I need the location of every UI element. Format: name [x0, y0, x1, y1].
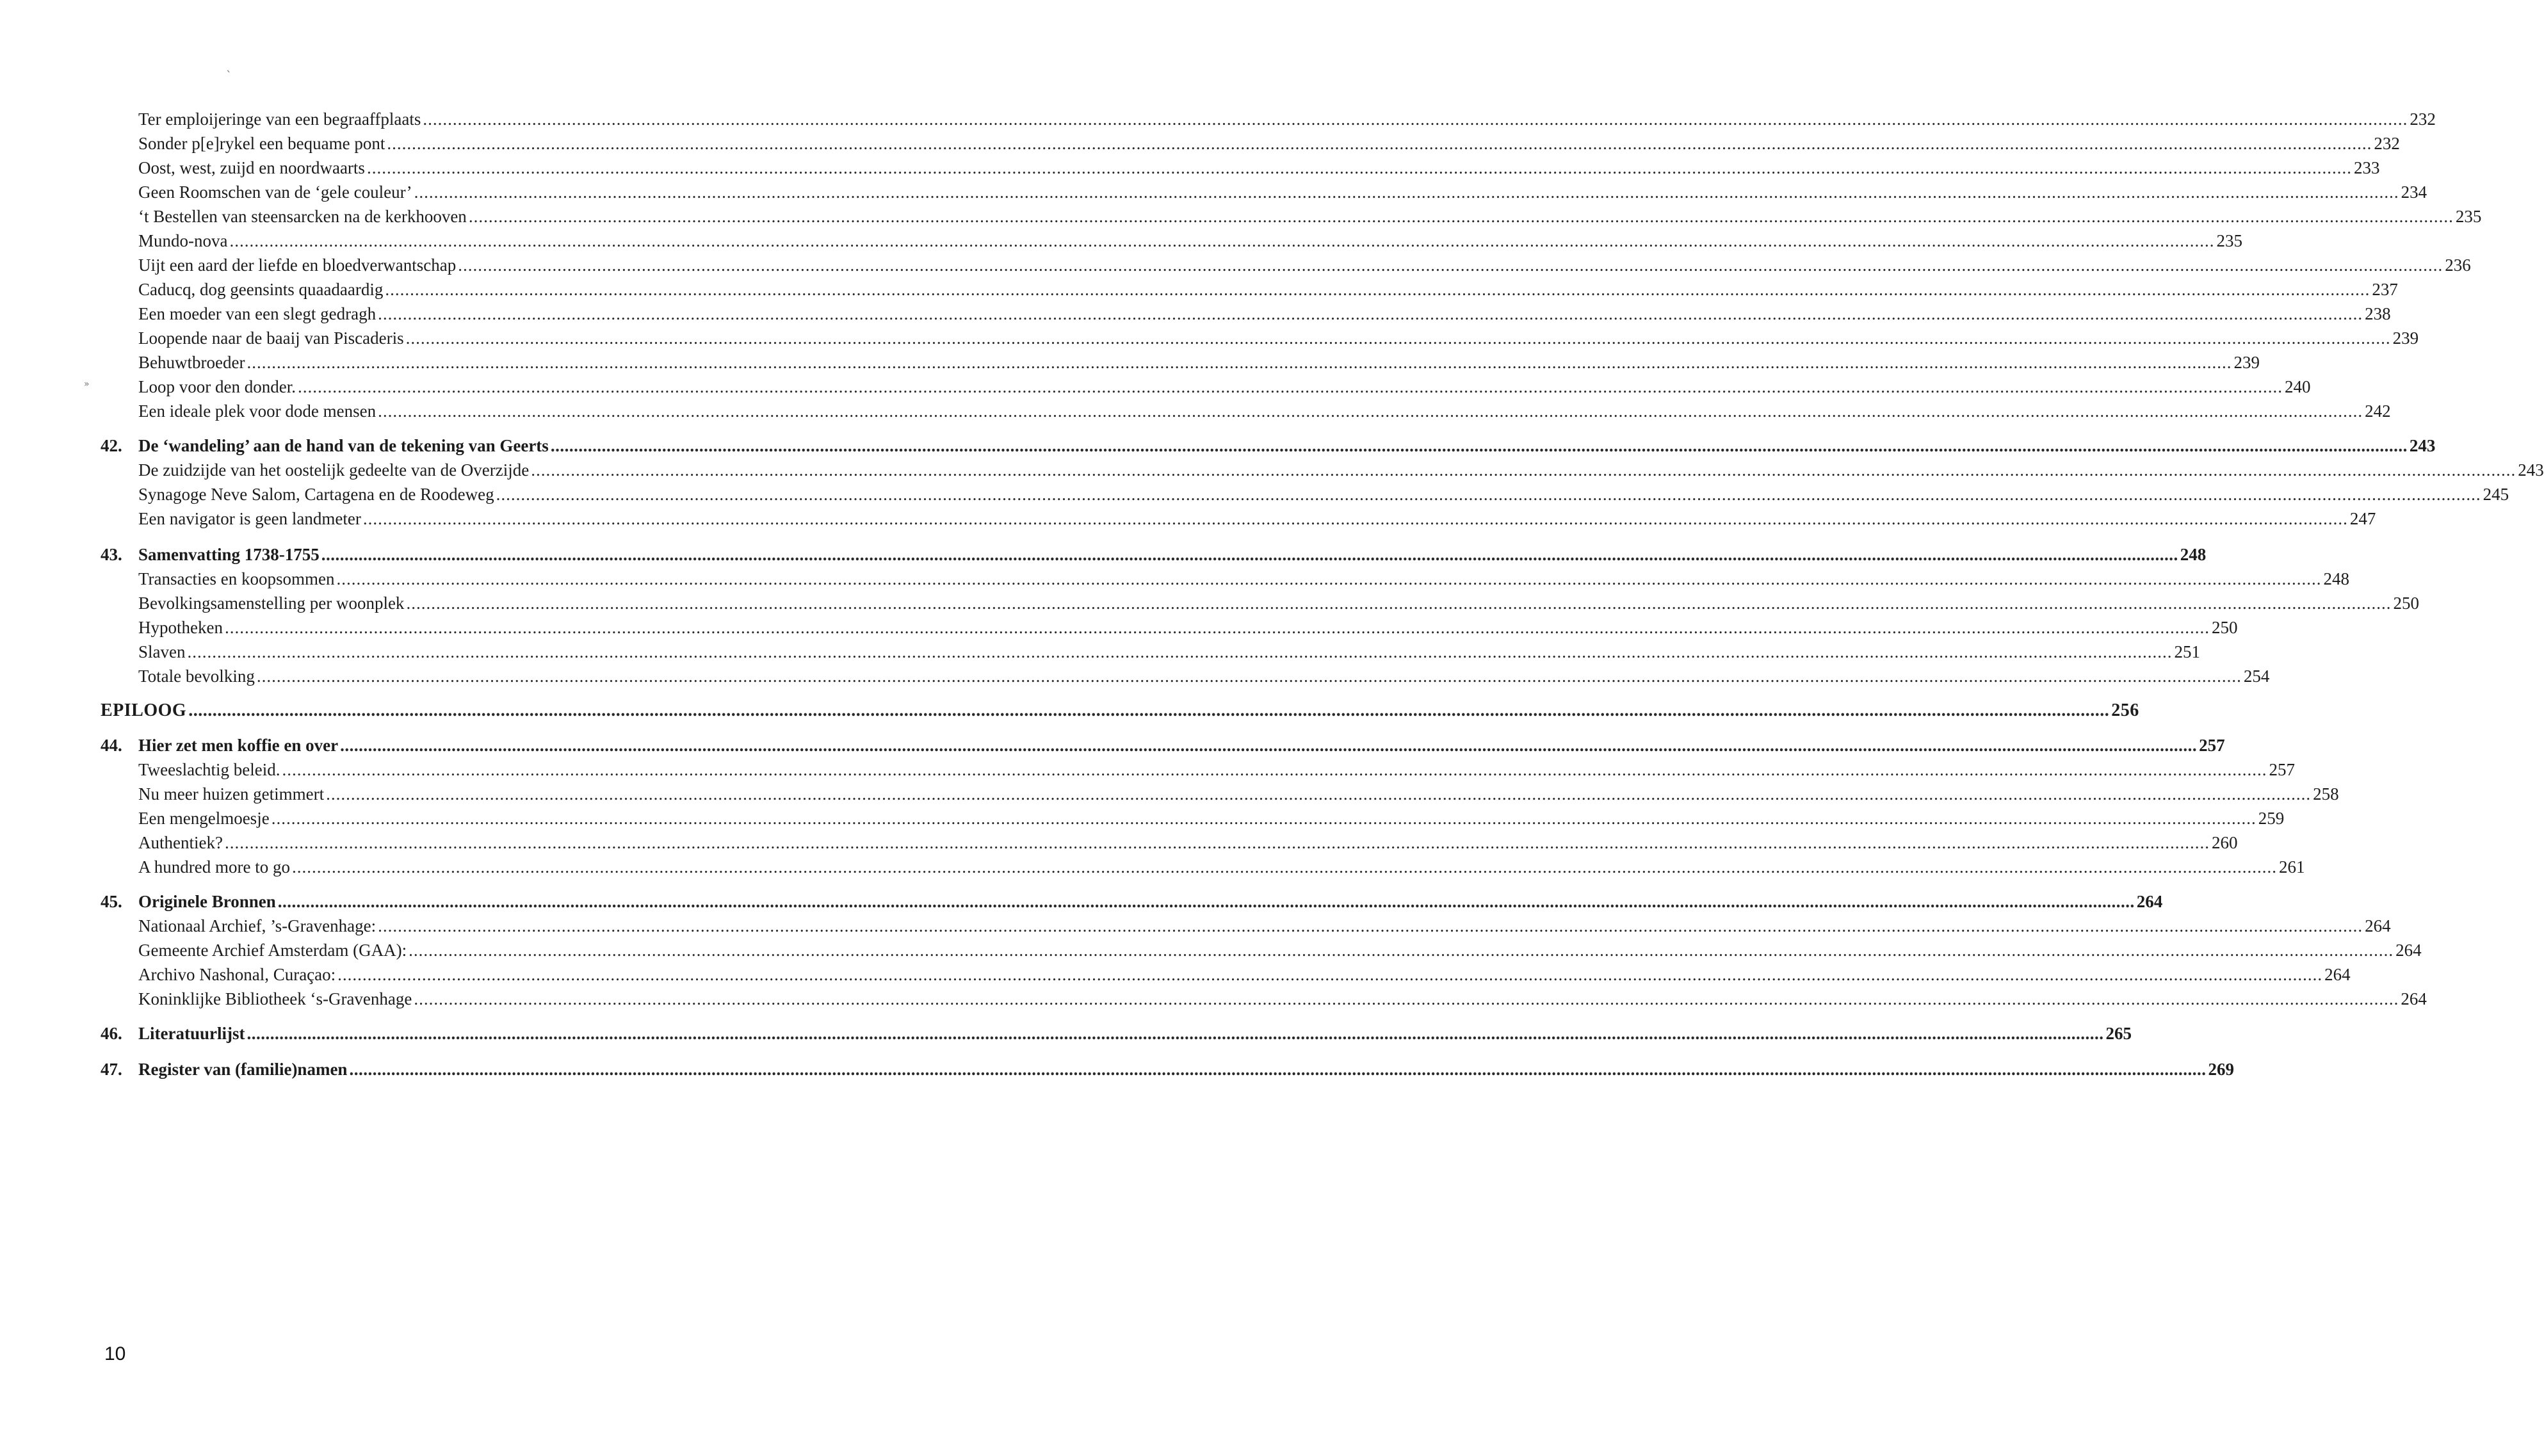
dot-leader: ................................................................................................................................................................................................................................................................................................................................................................................................................	[224, 618, 2210, 637]
toc-entry-title: Een moeder van een slegt gedragh	[138, 304, 377, 323]
dot-leader: ................................................................................................................................................................................................................................................................................................................................................................................................................	[550, 436, 2408, 455]
toc-page-number: 235	[2455, 207, 2482, 226]
toc-page-number: 233	[2353, 158, 2380, 177]
dot-leader: ................................................................................................................................................................................................................................................................................................................................................................................................................	[224, 833, 2210, 852]
dot-leader: ................................................................................................................................................................................................................................................................................................................................................................................................................	[409, 941, 2394, 960]
toc-page-number: 242	[2365, 401, 2391, 421]
dot-leader: ................................................................................................................................................................................................................................................................................................................................................................................................................	[366, 158, 2352, 177]
toc-subsection-entry	[138, 107, 2436, 131]
toc-page-number: 236	[2445, 255, 2471, 275]
toc-chapter-entry	[101, 889, 2163, 914]
toc-chapter-entry	[101, 542, 2207, 567]
toc-entry-title: Een ideale plek voor dode mensen	[138, 401, 377, 421]
toc-subsection-entry	[138, 506, 2376, 531]
toc-page-number: 264	[2136, 892, 2163, 911]
dot-leader: ................................................................................................................................................................................................................................................................................................................................................................................................................	[188, 700, 2110, 720]
dot-leader: ................................................................................................................................................................................................................................................................................................................................................................................................................	[531, 460, 2516, 480]
dot-leader: ................................................................................................................................................................................................................................................................................................................................................................................................................	[247, 353, 2232, 372]
toc-page-number: 257	[2199, 736, 2225, 755]
toc-subsection-entry	[138, 399, 2391, 423]
toc-subsection-entry	[138, 302, 2391, 326]
toc-entry-title: Caducq, dog geensints quaadaardig	[138, 280, 384, 299]
toc-entry-title: Literatuurlijst	[138, 1024, 245, 1043]
toc-page-number: 264	[2395, 941, 2422, 960]
toc-page-number: 259	[2258, 809, 2285, 828]
toc-page-number: 234	[2401, 182, 2427, 202]
toc-entry-title: ‘t Bestellen van steensarcken na de kerkhooven	[138, 207, 467, 226]
toc-subsection-entry	[138, 458, 2544, 482]
toc-entry-title: Nationaal Archief, ’s-Gravenhage:	[138, 916, 377, 935]
toc-subsection-entry	[138, 156, 2380, 180]
toc-entry-title: Een navigator is geen landmeter	[138, 509, 361, 528]
dot-leader: ................................................................................................................................................................................................................................................................................................................................................................................................................	[349, 1060, 2207, 1079]
toc-page-number: 250	[2211, 618, 2238, 637]
toc-entry-title: Register van (familie)namen	[138, 1060, 348, 1079]
toc-page-number: 257	[2269, 760, 2296, 779]
toc-subsection-entry	[138, 914, 2391, 938]
toc-page-number: 232	[2410, 109, 2436, 129]
toc-chapter-entry	[101, 733, 2225, 757]
toc-entry-title: Behuwtbroeder	[138, 353, 245, 372]
toc-chapter-number: 46.	[101, 1024, 122, 1043]
toc-entry-title: Bevolkingsamenstelling per woonplek	[138, 594, 405, 613]
toc-subsection-entry	[138, 806, 2285, 830]
toc-subsection-entry	[138, 482, 2509, 506]
dot-leader: ................................................................................................................................................................................................................................................................................................................................................................................................................	[378, 304, 2363, 323]
toc-entry-title: Gemeente Archief Amsterdam (GAA):	[138, 941, 407, 960]
toc-page-number: 243	[2518, 460, 2544, 480]
toc-page-number: 245	[2483, 485, 2509, 504]
toc-entry-title: Totale bevolking	[138, 667, 255, 686]
toc-chapter-number: 47.	[101, 1060, 122, 1079]
toc-entry-title: De zuidzijde van het oostelijk gedeelte van de Overzijde	[138, 460, 530, 480]
toc-entry-title: Synagoge Neve Salom, Cartagena en de Roodeweg	[138, 485, 494, 504]
toc-entry-title: Loopende naar de baaij van Piscaderis	[138, 328, 404, 348]
toc-chapter-number: 45.	[101, 892, 122, 911]
toc-page-number: 264	[2324, 965, 2351, 984]
toc-entry-title: EPILOOG	[101, 700, 187, 720]
toc-chapter-number: 42.	[101, 436, 122, 455]
toc-subsection-entry	[138, 277, 2398, 302]
toc-entry-title: Uijt een aard der liefde en bloedverwantschap	[138, 255, 457, 275]
toc-page-number: 235	[2216, 231, 2242, 250]
dot-leader: ................................................................................................................................................................................................................................................................................................................................................................................................................	[468, 207, 2454, 226]
toc-entry-title: Ter emploijeringe van een begraaffplaats	[138, 109, 421, 129]
dot-leader: ................................................................................................................................................................................................................................................................................................................................................................................................................	[337, 965, 2323, 984]
toc-page-number: 239	[2392, 328, 2419, 348]
dot-leader: ................................................................................................................................................................................................................................................................................................................................................................................................................	[414, 989, 2399, 1008]
dot-leader: ................................................................................................................................................................................................................................................................................................................................................................................................................	[414, 182, 2399, 202]
toc-subsection-entry	[138, 204, 2482, 229]
toc-entry-title: Transacties en koopsommen	[138, 569, 335, 588]
toc-subsection-entry	[138, 180, 2427, 204]
toc-page-number: 265	[2105, 1024, 2132, 1043]
toc-entry-title: Samenvatting 1738-1755	[138, 545, 320, 564]
toc-page-number: 260	[2211, 833, 2238, 852]
dot-leader: ................................................................................................................................................................................................................................................................................................................................................................................................................	[326, 784, 2312, 804]
toc-chapter-entry	[101, 1057, 2234, 1081]
dot-leader: ................................................................................................................................................................................................................................................................................................................................................................................................................	[321, 545, 2178, 564]
toc-page-number: 232	[2374, 134, 2400, 153]
dot-leader: ................................................................................................................................................................................................................................................................................................................................................................................................................	[423, 109, 2408, 129]
toc-subsection-entry	[138, 987, 2427, 1011]
toc-entry-title: Koninklijke Bibliotheek ‘s-Gravenhage	[138, 989, 412, 1008]
toc-entry-title: Hier zet men koffie en over	[138, 736, 339, 755]
toc-subsection-entry	[138, 757, 2296, 782]
dot-leader: ................................................................................................................................................................................................................................................................................................................................................................................................................	[378, 401, 2363, 421]
dot-leader: ................................................................................................................................................................................................................................................................................................................................................................................................................	[385, 280, 2370, 299]
toc-page-number: 258	[2313, 784, 2339, 804]
page-number: 10	[104, 1343, 126, 1364]
dot-leader: ................................................................................................................................................................................................................................................................................................................................................................................................................	[458, 255, 2443, 275]
toc-page-number: 239	[2233, 353, 2260, 372]
toc-subsection-entry	[138, 938, 2422, 962]
toc-page-number: 264	[2365, 916, 2391, 935]
toc-chapter-number: 43.	[101, 545, 122, 564]
toc-page-number: 247	[2349, 509, 2376, 528]
toc-entry-title: Loop voor den donder.	[138, 377, 296, 396]
dot-leader: ................................................................................................................................................................................................................................................................................................................................................................................................................	[378, 916, 2363, 935]
toc-entry-title: Mundo-nova	[138, 231, 228, 250]
dot-leader: ................................................................................................................................................................................................................................................................................................................................................................................................................	[405, 328, 2391, 348]
dot-leader: ................................................................................................................................................................................................................................................................................................................................................................................................................	[187, 642, 2173, 661]
dot-leader: ................................................................................................................................................................................................................................................................................................................................................................................................................	[336, 569, 2322, 588]
toc-page-number: 250	[2393, 594, 2419, 613]
toc-entry-title: Slaven	[138, 642, 186, 661]
toc-subsection-entry	[138, 350, 2260, 375]
toc-subsection-entry	[138, 229, 2242, 253]
toc-page-number: 269	[2208, 1060, 2234, 1079]
dot-leader: ................................................................................................................................................................................................................................................................................................................................................................................................................	[271, 809, 2256, 828]
toc-subsection-entry	[138, 830, 2238, 855]
dot-leader: ................................................................................................................................................................................................................................................................................................................................................................................................................	[247, 1024, 2104, 1043]
toc-subsection-entry	[138, 131, 2400, 156]
dot-leader: ................................................................................................................................................................................................................................................................................................................................................................................................................	[256, 667, 2242, 686]
dot-leader: ................................................................................................................................................................................................................................................................................................................................................................................................................	[340, 736, 2198, 755]
toc-subsection-entry	[138, 567, 2349, 591]
toc-page-number: 240	[2284, 377, 2311, 396]
toc-subsection-entry	[138, 962, 2351, 987]
toc-entry-title: Sonder p[e]rykel een bequame pont	[138, 134, 385, 153]
dot-leader: ................................................................................................................................................................................................................................................................................................................................................................................................................	[406, 594, 2392, 613]
dot-leader: ................................................................................................................................................................................................................................................................................................................................................................................................................	[277, 892, 2135, 911]
toc-subsection-entry	[138, 782, 2339, 806]
toc-entry-title: Hypotheken	[138, 618, 223, 637]
toc-subsection-entry	[138, 664, 2270, 688]
stray-mark-top: `	[226, 69, 232, 83]
toc-subsection-entry	[138, 375, 2311, 399]
stray-mark-margin: »	[84, 379, 90, 389]
toc-entry-title: De ‘wandeling’ aan de hand van de tekening van Geerts	[138, 436, 549, 455]
toc-subsection-entry	[138, 640, 2200, 664]
toc-entry-title: Oost, west, zuijd en noordwaarts	[138, 158, 365, 177]
dot-leader: ................................................................................................................................................................................................................................................................................................................................................................................................................	[291, 857, 2277, 877]
toc-subsection-entry	[138, 615, 2238, 640]
toc-entry-title: Tweeslachtig beleid.	[138, 760, 280, 779]
toc-page-number: 248	[2323, 569, 2349, 588]
dot-leader: ................................................................................................................................................................................................................................................................................................................................................................................................................	[496, 485, 2481, 504]
toc-epilogue-entry	[101, 699, 2139, 723]
toc-page-number: 254	[2243, 667, 2270, 686]
toc-subsection-entry	[138, 253, 2471, 277]
toc-entry-title: Archivo Nashonal, Curaçao:	[138, 965, 336, 984]
dot-leader: ................................................................................................................................................................................................................................................................................................................................................................................................................	[362, 509, 2348, 528]
toc-subsection-entry	[138, 855, 2305, 879]
toc-page-number: 248	[2180, 545, 2207, 564]
toc-page-number: 251	[2174, 642, 2200, 661]
toc-subsection-entry	[138, 591, 2419, 615]
toc-page-number: 264	[2401, 989, 2427, 1008]
toc-chapter-entry	[101, 433, 2436, 458]
toc-page-number: 243	[2409, 436, 2436, 455]
toc-chapter-entry	[101, 1021, 2132, 1046]
toc-page-number: 237	[2372, 280, 2398, 299]
toc-entry-title: A hundred more to go	[138, 857, 290, 877]
dot-leader: ................................................................................................................................................................................................................................................................................................................................................................................................................	[282, 760, 2267, 779]
toc-entry-title: Een mengelmoesje	[138, 809, 270, 828]
dot-leader: ................................................................................................................................................................................................................................................................................................................................................................................................................	[297, 377, 2283, 396]
toc-entry-title: Nu meer huizen getimmert	[138, 784, 325, 804]
toc-page-number: 238	[2365, 304, 2391, 323]
dot-leader: ................................................................................................................................................................................................................................................................................................................................................................................................................	[229, 231, 2215, 250]
toc-page-number: 256	[2111, 700, 2139, 720]
toc-subsection-entry	[138, 326, 2419, 350]
toc-entry-title: Originele Bronnen	[138, 892, 276, 911]
toc-page-number: 261	[2278, 857, 2305, 877]
toc-entry-title: Geen Roomschen van de ‘gele couleur’	[138, 182, 412, 202]
dot-leader: ................................................................................................................................................................................................................................................................................................................................................................................................................	[387, 134, 2372, 153]
toc-entry-title: Authentiek?	[138, 833, 223, 852]
toc-chapter-number: 44.	[101, 736, 122, 755]
